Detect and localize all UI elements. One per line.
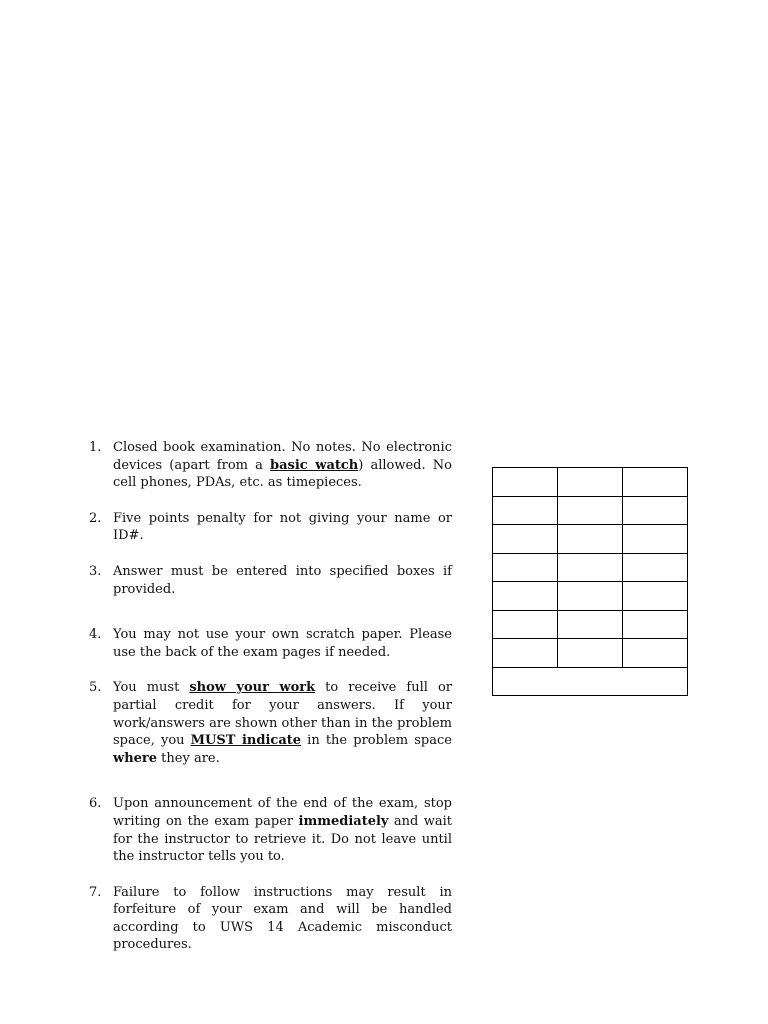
grade-cell: [558, 468, 623, 497]
instruction-text: in the problem space: [301, 733, 452, 749]
instruction-text: Failure to follow instructions may result in forfeiture of your exam and will be handled according to UWS 14 Academic misconduct procedures.: [113, 884, 452, 953]
grade-cell: [558, 582, 623, 611]
grade-cell: [623, 582, 688, 611]
instruction-number: 5.: [89, 680, 102, 696]
instruction-emphasis: MUST indicate: [190, 733, 302, 749]
instruction-text: Answer must be entered into specified boxes if provided.: [113, 563, 452, 597]
grade-cell: [493, 525, 558, 554]
total-cell: [493, 667, 688, 695]
instruction-item: [86, 795, 452, 865]
instruction-text: You must: [113, 680, 190, 696]
grade-cell: [558, 525, 623, 554]
grade-cell: [623, 639, 688, 668]
instruction-text: to receive full or partial credit for your answers. If your work/answers are shown other than in the problem space, you: [113, 680, 452, 749]
instruction-item: [86, 626, 452, 661]
instruction-item: [86, 679, 452, 767]
grade-cell: [558, 496, 623, 525]
grade-cell: [623, 553, 688, 582]
instruction-emphasis: show your work: [189, 680, 316, 696]
instruction-text: ) allowed. No cell phones, PDAs, etc. as timepieces.: [113, 457, 452, 491]
instruction-number: 6.: [89, 796, 102, 812]
instruction-number: 1.: [89, 440, 102, 455]
instruction-emphasis: immediately: [298, 813, 389, 829]
grade-row: [493, 468, 688, 497]
grade-row: [493, 553, 688, 582]
instruction-text: Five points penalty for not giving your name or ID#.: [113, 510, 452, 544]
grade-row: [493, 582, 688, 611]
instruction-text: and wait for the instructor to retrieve it. Do not leave until the instructor tells you to.: [113, 813, 452, 865]
grade-cell: [493, 610, 558, 639]
grade-table: [492, 467, 688, 696]
instruction-emphasis: where: [113, 750, 158, 766]
instruction-number: 3.: [89, 563, 102, 579]
instruction-text: Closed book examination. No notes. No electronic devices (apart from a: [113, 440, 452, 473]
grade-cell: [623, 525, 688, 554]
grade-cell: [623, 468, 688, 497]
instruction-text: they are.: [157, 750, 220, 766]
grade-cell: [493, 496, 558, 525]
instruction-item: [86, 563, 452, 598]
instruction-item: [86, 884, 452, 954]
instructions-list: [86, 439, 452, 954]
grade-cell: [558, 553, 623, 582]
instruction-number: 7.: [89, 884, 102, 900]
grade-row: [493, 639, 688, 668]
grade-cell: [493, 468, 558, 497]
grade-cell: [493, 553, 558, 582]
grade-cell: [493, 582, 558, 611]
grade-cell: [623, 610, 688, 639]
total-row: [493, 667, 688, 695]
instruction-number: 4.: [89, 627, 102, 643]
instruction-emphasis: basic watch: [270, 457, 359, 473]
instruction-item: [86, 510, 452, 545]
grade-cell: [558, 610, 623, 639]
grade-cell: [558, 639, 623, 668]
instruction-text: You may not use your own scratch paper. Please use the back of the exam pages if needed.: [113, 627, 452, 660]
instruction-text: Upon announcement of the end of the exam, stop writing on the exam paper: [113, 796, 452, 829]
grade-cell: [623, 496, 688, 525]
grade-row: [493, 525, 688, 554]
instruction-number: 2.: [89, 510, 102, 526]
grade-cell: [493, 639, 558, 668]
grade-row: [493, 496, 688, 525]
grade-row: [493, 610, 688, 639]
instruction-item: [86, 439, 452, 492]
